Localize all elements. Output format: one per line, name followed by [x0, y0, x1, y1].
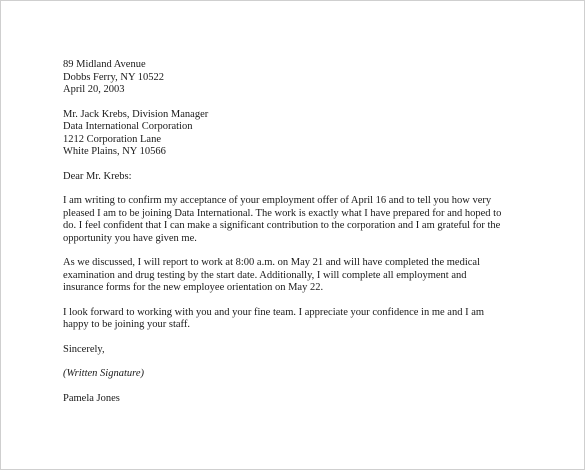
signature-placeholder: (Written Signature)	[63, 368, 144, 379]
recipient-city-state-zip: White Plains, NY 10566	[63, 146, 166, 157]
salutation-text: Dear Mr. Krebs:	[63, 170, 132, 182]
sender-city-state-zip: Dobbs Ferry, NY 10522	[63, 71, 165, 83]
paragraph-line: do. I feel confident that I can make a significant contribution to the corporation and I am grateful for the	[63, 220, 501, 231]
signature	[63, 368, 531, 381]
paragraph-start-details	[63, 257, 531, 295]
paragraph-line: examination and drug testing by the start date. Additionally, I will complete all employment and	[63, 269, 467, 281]
recipient-name-title: Mr. Jack Krebs, Division Manager	[63, 108, 209, 120]
signer	[63, 393, 531, 406]
paragraph-line: pleased I am to be joining Data International. The work is exactly what I have prepared for and hoped to	[63, 207, 502, 219]
recipient-street: 1212 Corporation Lane	[63, 133, 161, 145]
recipient-address	[63, 109, 531, 159]
salutation	[63, 171, 531, 184]
closing	[63, 344, 531, 357]
letter-body	[63, 59, 531, 417]
signer-name: Pamela Jones	[63, 392, 120, 404]
recipient-company: Data International Corporation	[63, 121, 193, 132]
paragraph-line: insurance forms for the new employee orientation on May 22.	[63, 282, 324, 293]
paragraph-line: As we discussed, I will report to work at 8:00 a.m. on May 21 and will have completed the medical	[63, 257, 480, 268]
paragraph-closing-remarks	[63, 307, 531, 332]
sender-street: 89 Midland Avenue	[63, 59, 146, 70]
sender-address	[63, 59, 531, 97]
paragraph-line: I look forward to working with you and your fine team. I appreciate your confidence in me and I am	[63, 306, 485, 318]
paragraph-acceptance	[63, 195, 531, 245]
paragraph-line: happy to be joining your staff.	[63, 319, 190, 330]
paragraph-line: opportunity you have given me.	[63, 232, 197, 244]
letter-date: April 20, 2003	[63, 84, 125, 95]
closing-text: Sincerely,	[63, 343, 105, 355]
paragraph-line: I am writing to confirm my acceptance of your employment offer of April 16 and to tell you how very	[63, 195, 492, 206]
